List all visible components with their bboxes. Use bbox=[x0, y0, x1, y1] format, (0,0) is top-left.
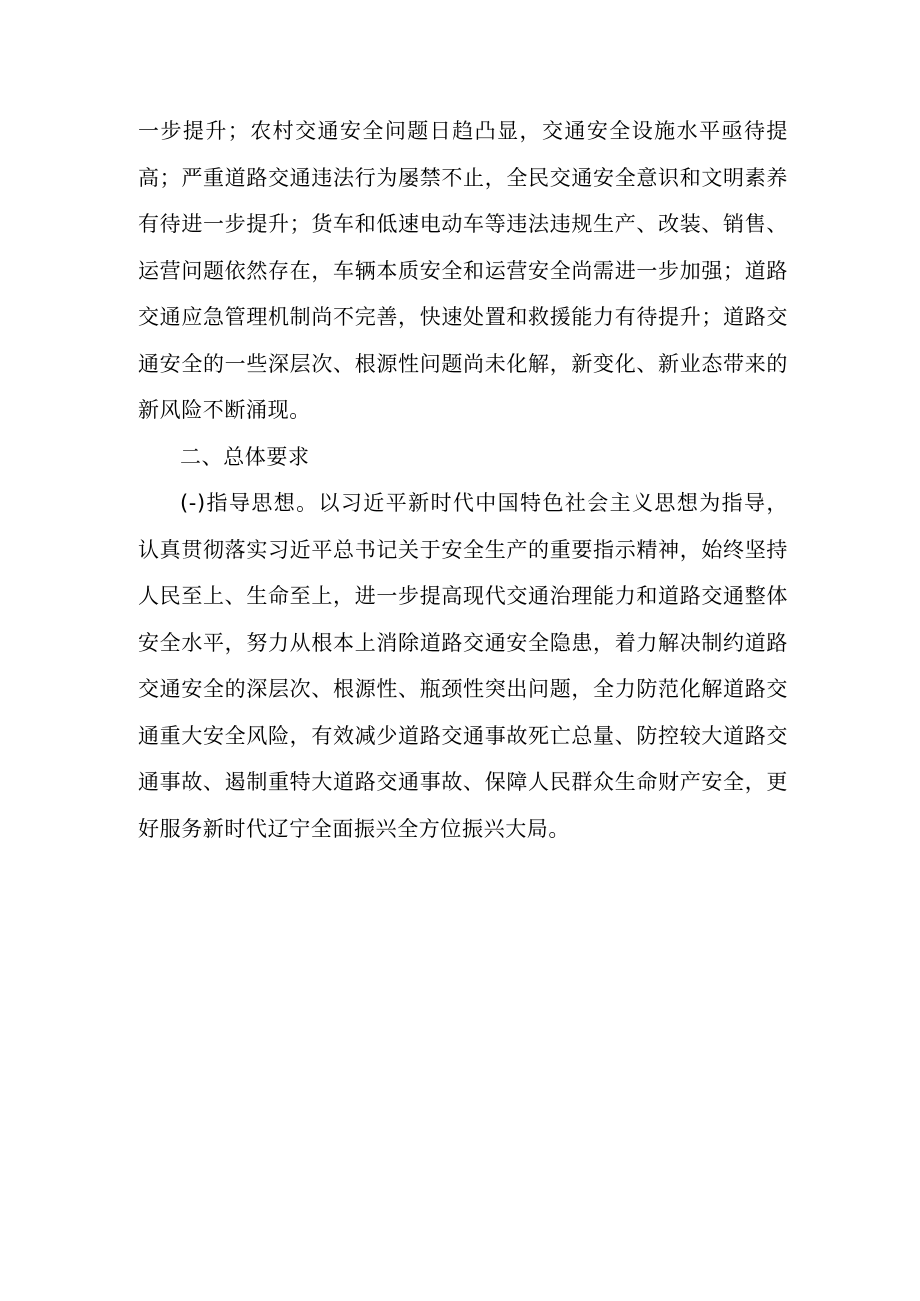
paragraph-guiding-thought: (-)指导思想。以习近平新时代中国特色社会主义思想为指导，认真贯彻落实习近平总书记关于安全生产的重要指示精神，始终坚持人民至上、生命至上，进一步提高现代交通治理能力和道路交通整体安全水平，努力从根本上消除道路交通安全隐患，着力解决制约道路交通安全的深层次、根源性、瓶颈性突出问题，全力防范化解道路交通重大安全风险，有效减少道路交通事故死亡总量、防控较大道路交通事故、遏制重特大道路交通事故、保障人民群众生命财产安全，更好服务新时代辽宁全面振兴全方位振兴大局。 bbox=[138, 491, 788, 841]
document-body bbox=[138, 108, 788, 852]
paragraph-existing-problems: 一步提升；农村交通安全问题日趋凸显，交通安全设施水平亟待提高；严重道路交通违法行为屡禁不止，全民交通安全意识和文明素养有待进一步提升；货车和低速电动车等违法违规生产、改装、销售、运营问题依然存在，车辆本质安全和运营安全尚需进一步加强；道路交通应急管理机制尚不完善，快速处置和救援能力有待提升；道路交通安全的一些深层次、根源性问题尚未化解，新变化、新业态带来的新风险不断涌现。 bbox=[138, 119, 788, 422]
section-heading-overall-requirements: 二、总体要求 bbox=[180, 444, 310, 469]
